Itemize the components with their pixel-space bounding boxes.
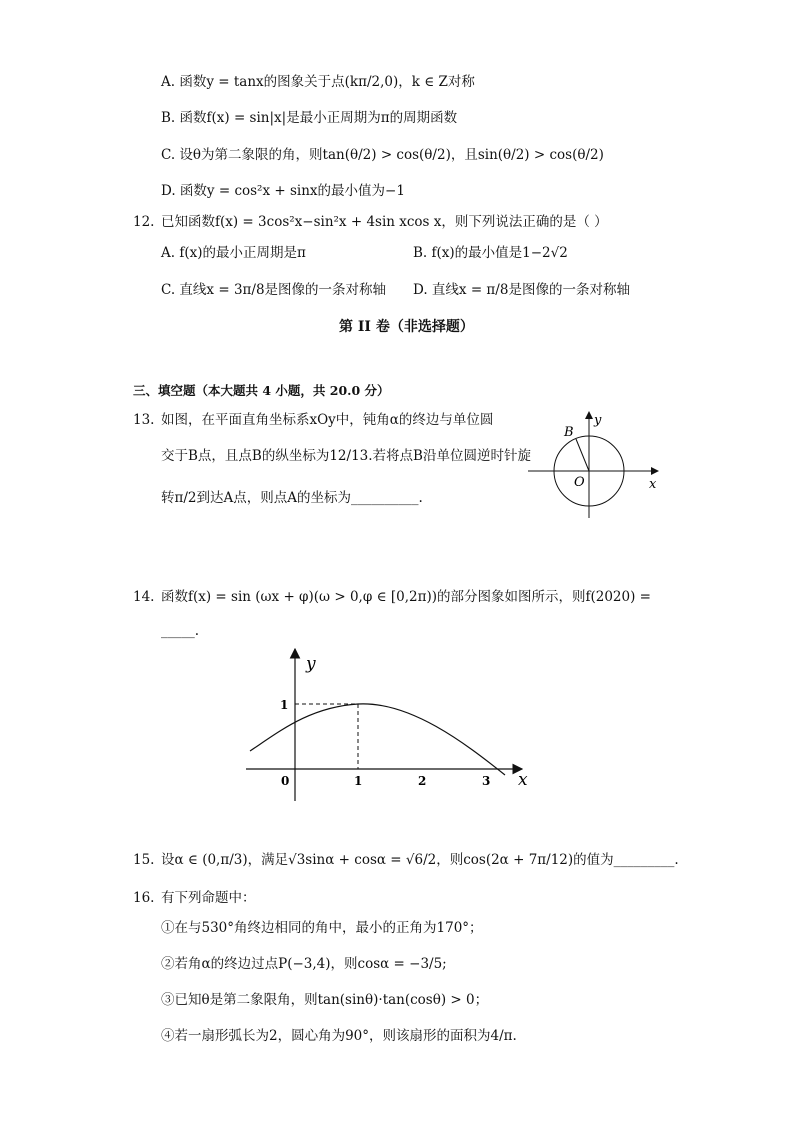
q14-sine-curve (250, 704, 505, 775)
q14-x-tick-2: 2 (418, 774, 427, 788)
q16-stem: 有下列命题中： (161, 890, 256, 906)
part2-title: 第 II 卷（非选择题） (339, 319, 474, 335)
q15-text: 设α ∈ (0,π/3)，满足√3sinα + cosα = √6/2，则cos(2α + 7π/12)的值为_________. (161, 852, 679, 868)
q14-graph (240, 643, 540, 805)
q13-number: 13. (133, 412, 155, 428)
q12-option-d: D. 直线x = π/8是图像的一条对称轴 (413, 282, 630, 298)
q13-figure (524, 408, 666, 520)
q11-option-c: C. 设θ为第二象限的角，则tan(θ/2) > cos(θ/2)，且sin(θ/2) > cos(θ/2) (161, 147, 604, 163)
q12-option-b: B. f(x)的最小值是1−2√2 (413, 245, 568, 261)
q11-option-b: B. 函数f(x) = sin|x|是最小正周期为π的周期函数 (161, 110, 458, 126)
q14-line1: 函数f(x) = sin (ωx + φ)(ω > 0,φ ∈ [0,2π))的部分图象如图所示，则f(2020) = (161, 589, 651, 605)
q12-number: 12. (133, 214, 155, 230)
q12-stem: 已知函数f(x) = 3cos²x−sin²x + 4sin xcos x，则下列说法正确的是（ ） (161, 214, 608, 230)
q13-label-o: O (574, 475, 585, 490)
q14-y-tick-1: 1 (280, 698, 289, 712)
q13-label-x: x (649, 477, 657, 492)
section3-title: 三、填空题（本大题共 4 小题，共 20.0 分） (133, 383, 390, 398)
q11-option-a: A. 函数y = tanx的图象关于点(kπ/2,0)，k ∈ Z对称 (161, 74, 475, 90)
q12-option-a: A. f(x)的最小正周期是π (161, 245, 306, 261)
q15-number: 15. (133, 852, 155, 868)
q16-proposition-3: ③已知θ是第二象限角，则tan(sinθ)·tan(cosθ) > 0； (161, 992, 489, 1008)
q12-option-c: C. 直线x = 3π/8是图像的一条对称轴 (161, 282, 387, 298)
q13-terminal-side (576, 439, 589, 471)
q13-line2: 交于B点，且点B的纵坐标为12/13.若将点B沿单位圆逆时针旋 (161, 448, 531, 464)
q13-line1: 如图，在平面直角坐标系xOy中，钝角α的终边与单位圆 (161, 412, 494, 428)
q11-option-d: D. 函数y = cos²x + sinx的最小值为−1 (161, 183, 405, 199)
q16-proposition-4: ④若一扇形弧长为2，圆心角为90°，则该扇形的面积为4/π. (161, 1028, 517, 1044)
q16-proposition-2: ②若角α的终边过点P(−3,4)，则cosα = −3/5; (161, 956, 447, 972)
q14-label-y: y (306, 654, 316, 674)
q14-number: 14. (133, 589, 155, 605)
q13-label-y: y (594, 413, 602, 428)
q16-number: 16. (133, 890, 155, 906)
q14-line2: _____. (161, 623, 200, 639)
q14-x-tick-0: 0 (281, 774, 290, 788)
q14-x-tick-3: 3 (482, 774, 491, 788)
q13-label-b: B (564, 425, 574, 440)
q14-label-x: x (518, 770, 528, 790)
q16-proposition-1: ①在与530°角终边相同的角中，最小的正角为170°； (161, 920, 483, 936)
q14-x-tick-1: 1 (354, 774, 363, 788)
q13-line3: 转π/2到达A点，则点A的坐标为__________. (161, 490, 423, 506)
